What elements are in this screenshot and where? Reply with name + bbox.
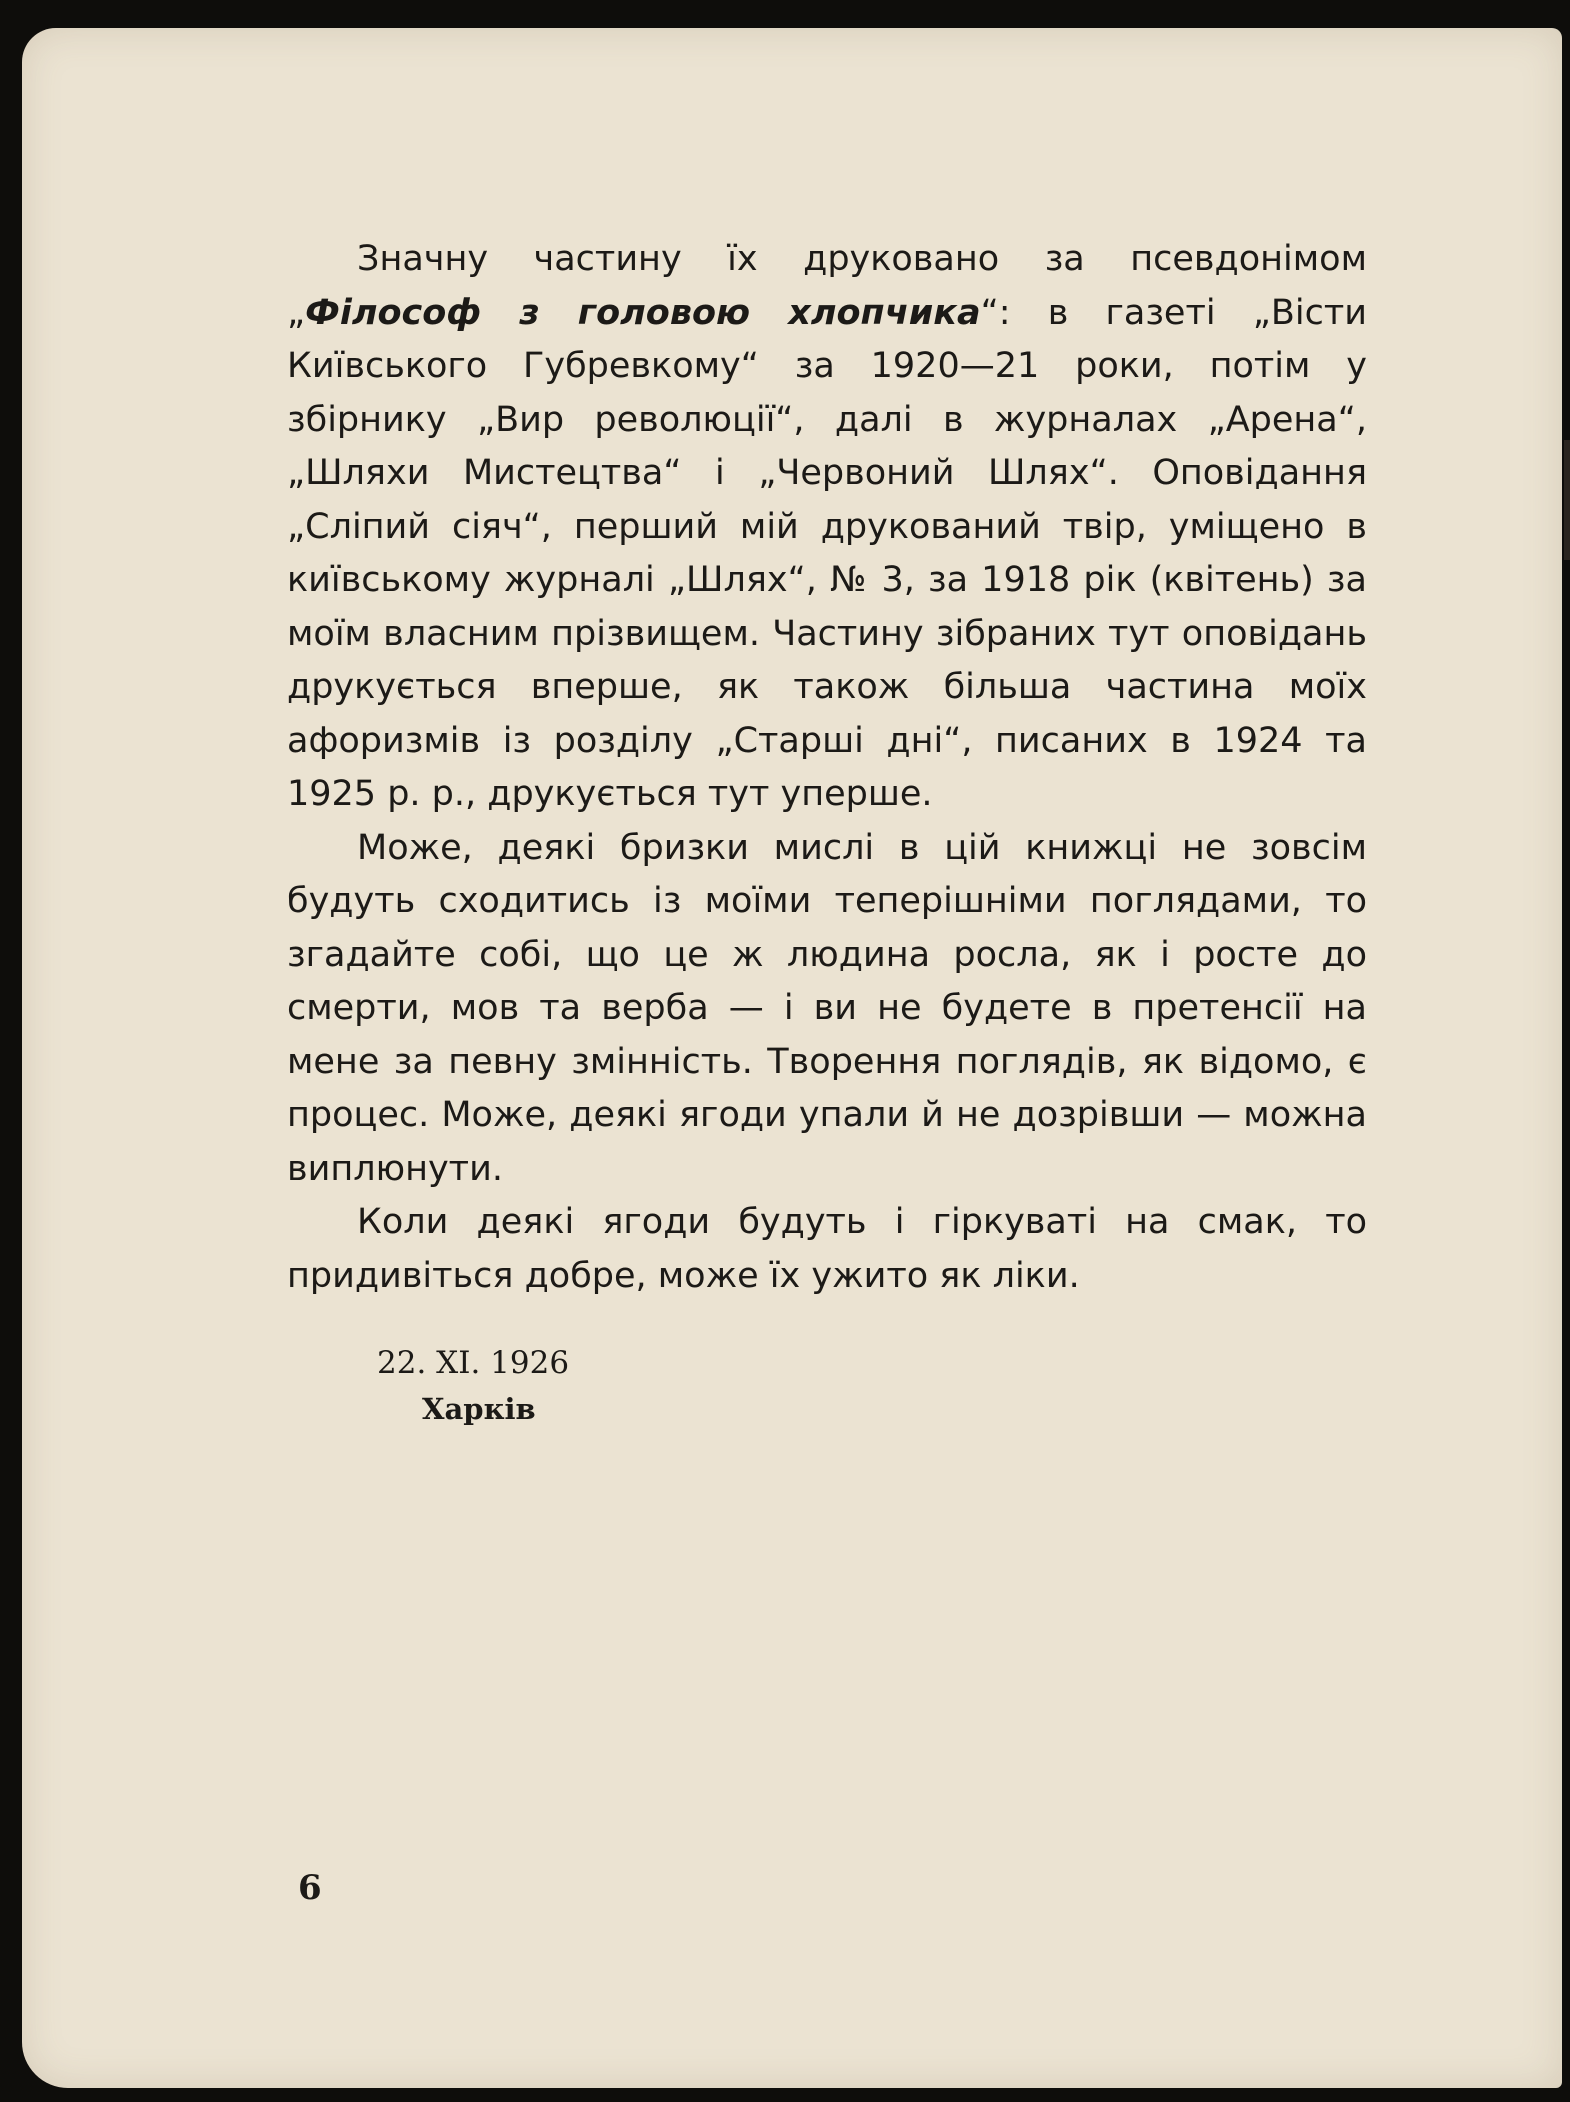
book-page [22, 28, 1562, 2088]
pseudonym-emphasis: Філософ з головою хлопчика [305, 292, 981, 333]
paragraph-1-rest: “: в газеті „Вісти Київського Губревкому“ за 1920—21 роки, потім у збірнику „Вир революції“, далі в журналах „Арена“, „Шляхи Мистецтва“ і „Червоний Шлях“. Оповідання „Сліпий сіяч“, перший мій друкований твір, уміщено в київському журналі „Шлях“, № 3, за 1918 рік (квітень) за моїм власним прізвищем. Частину зібраних тут оповідань друкується вперше, як також більша частина моїх афоризмів із розділу „Старші дні“, писаних в 1924 та 1925 р. р., друкується тут уперше. [287, 292, 1367, 814]
signature-place: Харків [422, 1392, 536, 1426]
signature-date: 22. XI. 1926 [377, 1345, 570, 1381]
paragraph-1-start: Значну частину їх друковано за псевдонімом „ [287, 239, 1367, 333]
paragraph-1 [287, 233, 1367, 822]
paragraph-2: Може, деякі бризки мислі в цій книжці не зовсім будуть сходитись із моїми теперішніми поглядами, то згадайте собі, що це ж людина росла, як і росте до смерти, мов та верба — і ви не будете в претенсії на мене за певну змінність. Творення поглядів, як відомо, є процес. Може, деякі ягоди упали й не дозрівши — можна виплюнути. [287, 827, 1367, 1189]
body-text [287, 233, 1367, 1303]
signature-block [377, 1340, 569, 1432]
page-number: 6 [298, 1868, 322, 1908]
page-edge-shadow [1564, 440, 1570, 560]
paragraph-3: Коли деякі ягоди будуть і гіркуваті на смак, то придивіться добре, може їх ужито як ліки. [287, 1202, 1367, 1296]
